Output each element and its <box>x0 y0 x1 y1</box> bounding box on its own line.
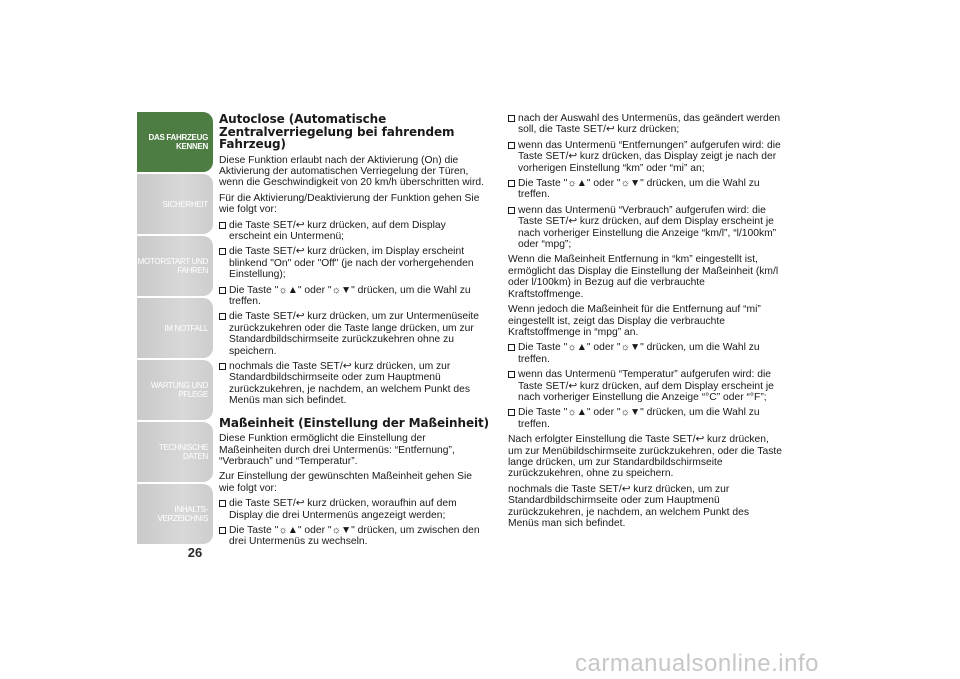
tab-das-fahrzeug-kennen[interactable] <box>137 112 213 172</box>
tab-im-notfall[interactable] <box>137 298 213 358</box>
tab-label: WARTUNG UND PFLEGE <box>150 381 208 399</box>
paragraph: Zur Einstellung der gewünschten Maßeinheit gehen Sie wie folgt vor: <box>219 471 472 494</box>
tab-sicherheit[interactable] <box>137 174 213 234</box>
paragraph: Diese Funktion ermöglicht die Einstellung der Maßeinheiten durch drei Untermenüs: “Entfernung”, “Verbrauch” und “Temperatur”. <box>219 433 455 467</box>
paragraph: Für die Aktivierung/Deaktivierung der Funktion gehen Sie wie folgt vor: <box>219 192 480 216</box>
list-item: Die Taste "☼▲" oder "☼▼" drücken, um die Wahl zu treffen. <box>508 178 782 201</box>
tab-inhaltsverzeichnis[interactable] <box>137 484 213 544</box>
left-column <box>219 113 489 552</box>
tab-label: IM NOTFALL <box>164 323 208 333</box>
list-item: die Taste SET/↩ kurz drücken, auf dem Display erscheint ein Untermenü; <box>219 220 489 243</box>
paragraph: nochmals die Taste SET/↩ kurz drücken, um zur Standardbildschirmseite oder zum Hauptmenü zurückzukehren, je nachdem, an welchem Punkt des Menüs man sich befindet. <box>508 483 749 529</box>
list-item: Die Taste "☼▲" oder "☼▼" drücken, um die Wahl zu treffen. <box>508 342 782 365</box>
list-item: die Taste SET/↩ kurz drücken, um zur Untermenüseite zurückzukehren oder die Taste lange drücken, um zur Standardbildschirmseite zurückzukehren ohne zu speichern. <box>219 311 489 357</box>
chapter-sidebar <box>137 112 213 546</box>
right-column <box>508 113 782 533</box>
tab-label: SICHERHEIT <box>162 199 208 209</box>
list-item: wenn das Untermenü “Temperatur” aufgerufen wird: die Taste SET/↩ kurz drücken, auf dem Display erscheint je nach vorheriger Einstellung die Anzeige “°C” oder “°F”; <box>508 369 782 403</box>
tab-wartung-und-pflege[interactable] <box>137 360 213 420</box>
tab-technische-daten[interactable] <box>137 422 213 482</box>
section-heading-masseinheit: Maßeinheit (Einstellung der Maßeinheit) <box>219 415 490 430</box>
page-number: 26 <box>187 545 203 560</box>
list-item: Die Taste "☼▲" oder "☼▼" drücken, um zwischen den drei Untermenüs zu wechseln. <box>219 525 489 548</box>
list-item: wenn das Untermenü “Entfernungen” aufgerufen wird: die Taste SET/↩ kurz drücken, das Display zeigt je nach der vorherigen Einstellung “km” oder “mi” an; <box>508 140 782 174</box>
list-item: wenn das Untermenü “Verbrauch” aufgerufen wird: die Taste SET/↩ kurz drücken, auf dem Display erscheint je nach vorheriger Einstellung die Anzeige “km/l”, “l/100km” oder “mpg”; <box>508 205 782 251</box>
section-heading-autoclose: Autoclose (Automatische Zentralverriegelung bei fahrendem Fahrzeug) <box>219 112 455 151</box>
list-item: nach der Auswahl des Untermenüs, das geändert werden soll, die Taste SET/↩ kurz drücken; <box>508 113 782 136</box>
tab-label: DAS FAHRZEUG KENNEN <box>148 133 208 151</box>
tab-label: TECHNISCHE DATEN <box>158 443 208 461</box>
list-item: die Taste SET/↩ kurz drücken, im Display erscheint blinkend "On" oder "Off" (je nach der vorhergehenden Einstellung); <box>219 246 489 280</box>
paragraph: Wenn die Maßeinheit Entfernung in “km” eingestellt ist, ermöglicht das Display die Einstellung der Maßeinheit (km/l oder l/100km) in Bezug auf die verbrauchte Kraftstoffmenge. <box>508 254 779 300</box>
watermark-text: carmanualsonline.info <box>575 650 819 677</box>
list-item: die Taste SET/↩ kurz drücken, woraufhin auf dem Display die drei Untermenüs angezeigt werden; <box>219 498 489 521</box>
list-item: Die Taste "☼▲" oder "☼▼" drücken, um die Wahl zu treffen. <box>219 285 489 308</box>
paragraph: Nach erfolgter Einstellung die Taste SET/↩ kurz drücken, um zur Menübildschirmseite zurückzukehren, oder die Taste lange drücken, um zur Standardbildschirmseite zurückzukehren, ohne zu speichern. <box>508 434 782 480</box>
paragraph: Diese Funktion erlaubt nach der Aktivierung (On) die Aktivierung der automatischen Verriegelung der Türen, wenn die Geschwindigkeit von 20 km/h überschritten wird. <box>219 154 484 189</box>
tab-label: MOTORSTART UND FAHREN <box>137 257 208 275</box>
tab-label: INHALTS- VERZEICHNIS <box>157 505 208 523</box>
list-item: Die Taste "☼▲" oder "☼▼" drücken, um die Wahl zu treffen. <box>508 407 782 430</box>
list-item: nochmals die Taste SET/↩ kurz drücken, um zur Standardbildschirmseite oder zum Hauptmenü zurückzukehren, je nachdem, an welchem Punkt des Menüs man sich befindet. <box>219 361 489 407</box>
paragraph: Wenn jedoch die Maßeinheit für die Entfernung auf “mi” eingestellt ist, zeigt das Display die verbrauchte Kraftstoffmenge in “mpg” an. <box>508 304 761 338</box>
tab-motorstart-und-fahren[interactable] <box>137 236 213 296</box>
